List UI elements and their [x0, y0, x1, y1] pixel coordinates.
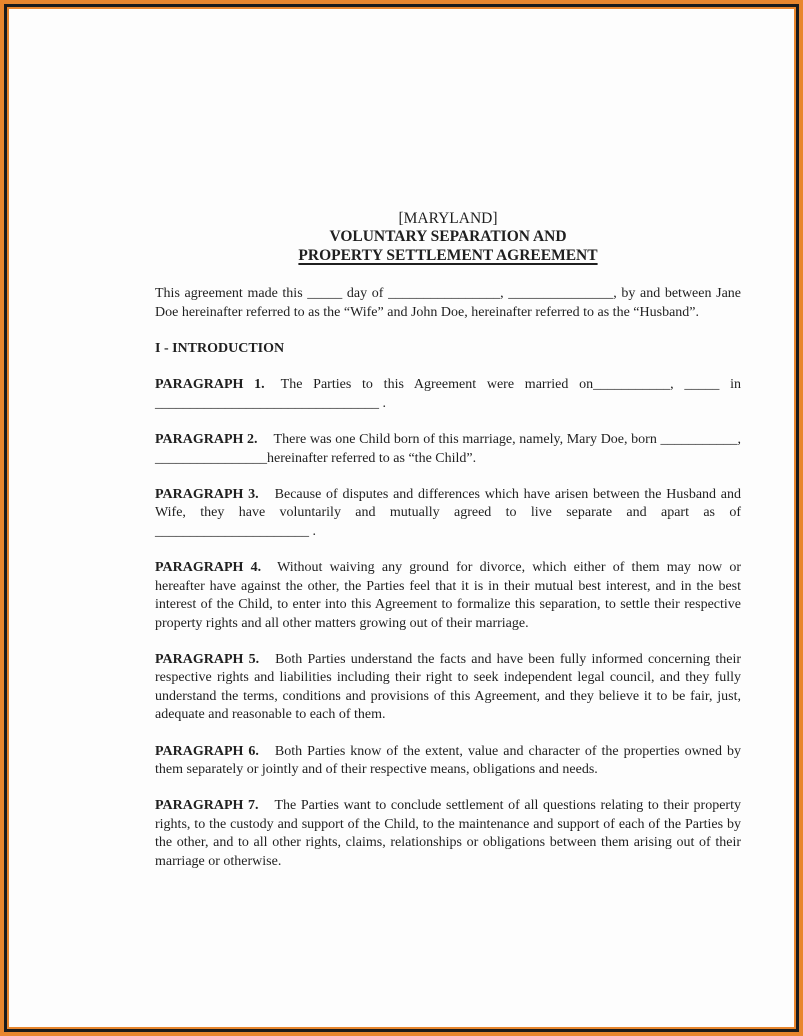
paragraph-2 [155, 431, 741, 468]
paragraph-4 [155, 559, 741, 633]
paragraph-6-label: PARAGRAPH 6. [155, 743, 259, 759]
title-line-1: VOLUNTARY SEPARATION AND [329, 228, 567, 246]
paragraph-3-label: PARAGRAPH 3. [155, 487, 259, 503]
document-page [9, 9, 794, 1027]
paragraph-1-text: The Parties to this Agreement were married on___________, _____ in ________________________________ . [155, 377, 741, 411]
paragraph-4-text: Without waiving any ground for divorce, which either of them may now or hereafter have against the other, the Parties feel that it is in their mutual best interest, and in the best interest of the Child, to enter into this Agreement to formalize this separation, to settle their respective property rights and all other matters growing out of their marriage. [155, 560, 741, 631]
paragraph-6-text: Both Parties know of the extent, value and character of the properties owned by them separately or jointly and of their respective means, obligations and needs. [155, 743, 741, 777]
section-heading-introduction: I - INTRODUCTION [155, 341, 285, 357]
frame-inner-line [4, 4, 799, 1032]
paragraph-5 [155, 651, 741, 725]
paragraph-1 [155, 376, 741, 413]
paragraph-5-label: PARAGRAPH 5. [155, 651, 260, 667]
paragraph-7 [155, 797, 741, 871]
paragraph-7-text: The Parties want to conclude settlement of all questions relating to their property rights, to the custody and support of the Child, to the maintenance and support of each of the Parties by the other, and to all other rights, claims, relationships or obligations between them arising out of their marriage or otherwise. [155, 798, 741, 869]
document-title [155, 210, 741, 265]
paragraph-3 [155, 486, 741, 541]
paragraph-1-label: PARAGRAPH 1. [155, 377, 265, 393]
paragraph-2-text: There was one Child born of this marriage, namely, Mary Doe, born ___________, ________________hereinafter referred to as “the Child”. [155, 432, 741, 466]
paragraph-6 [155, 743, 741, 780]
document-content [155, 210, 741, 871]
opening-paragraph: This agreement made this _____ day of ________________, _______________, by and between Jane Doe hereinafter referred to as the “Wife” and John Doe, hereinafter referred to as the “Husband”. [155, 286, 741, 320]
jurisdiction-line: [MARYLAND] [398, 210, 498, 227]
paragraph-7-label: PARAGRAPH 7. [155, 798, 259, 814]
paragraph-2-label: PARAGRAPH 2. [155, 432, 258, 448]
paragraph-5-text: Both Parties understand the facts and have been fully informed concerning their respective rights and liabilities including their right to seek independent legal council, and they fully understand the terms, conditions and provisions of this Agreement, and they believe it to be fair, just, adequate and reasonable to each of them. [155, 651, 741, 723]
title-line-2: PROPERTY SETTLEMENT AGREEMENT [298, 246, 598, 264]
paragraph-4-label: PARAGRAPH 4. [155, 560, 262, 576]
paragraph-3-text: Because of disputes and differences which have arisen between the Husband and Wife, they have voluntarily and mutually agreed to live separate and apart as of ______________________ . [155, 487, 741, 539]
